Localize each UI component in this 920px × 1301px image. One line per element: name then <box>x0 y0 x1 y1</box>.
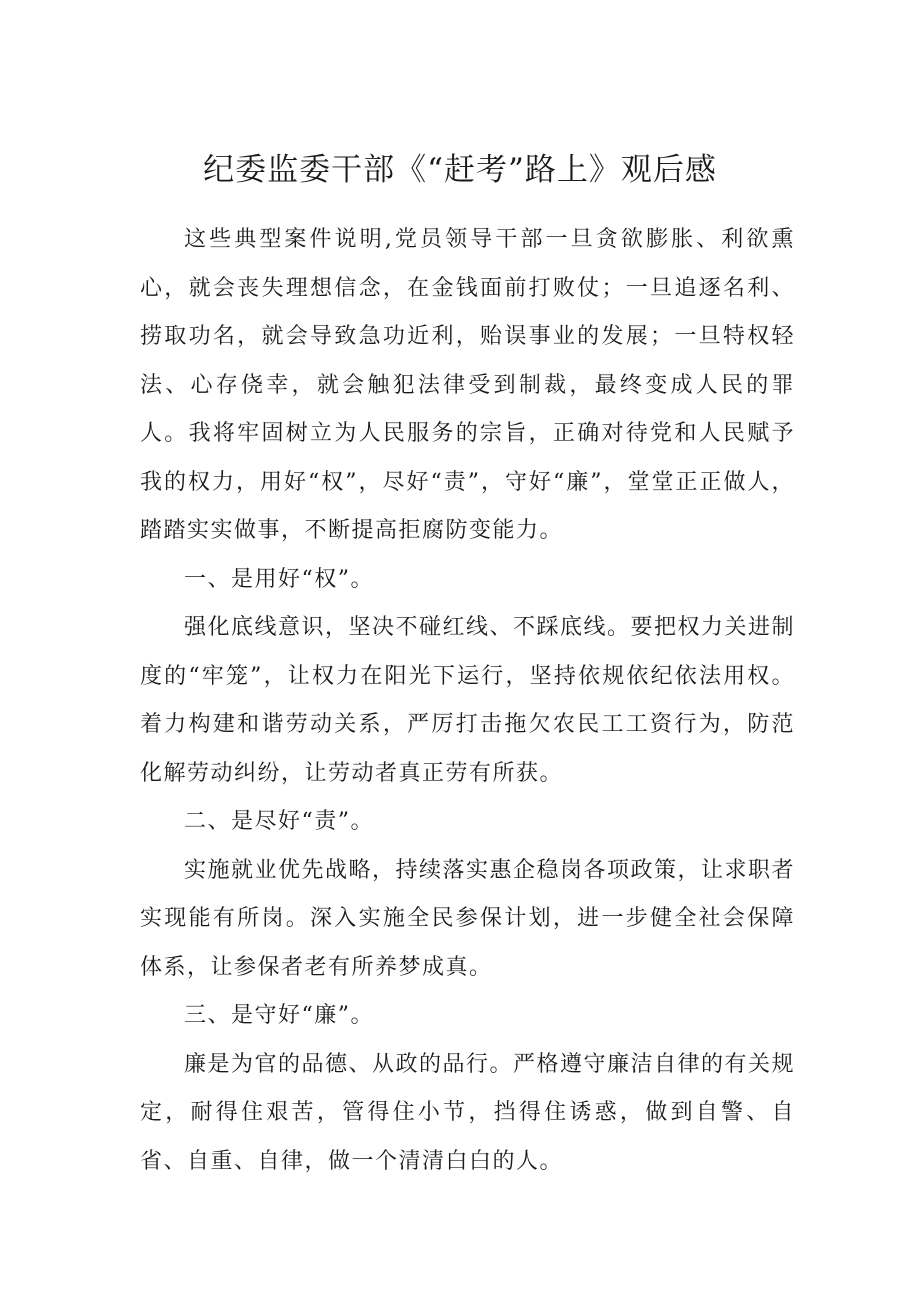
document-body <box>140 216 795 1186</box>
paragraph-use-power: 强化底线意识，坚决不碰红线、不踩底线。要把权力关进制度的“牢笼”，让权力在阳光下运行，坚持依规依纪依法用权。着力构建和谐劳动关系，严厉打击拖欠农民工工资行为，防范化解劳动纠纷，让劳动者真正劳有所获。 <box>140 615 796 786</box>
document-title: 纪委监委干部《“赶考”路上》观后感 <box>203 152 717 188</box>
paragraph-intro: 这些典型案件说明,党员领导干部一旦贪欲膨胀、利欲熏心，就会丧失理想信念，在金钱面前打败仗；一旦追逐名利、捞取功名，就会导致急功近利，贻误事业的发展；一旦特权轻法、心存侥幸，就会触犯法律受到制裁，最终变成人民的罪人。我将牢固树立为人民服务的宗旨，正确对待党和人民赋予我的权力，用好“权”，尽好“责”，守好“廉”，堂堂正正做人，踏踏实实做事，不断提高拒腐防变能力。 <box>140 227 795 543</box>
heading-fulfill-duty: 二、是尽好“责”。 <box>184 809 374 834</box>
heading-keep-integrity: 三、是守好“廉”。 <box>184 1003 374 1028</box>
paragraph-fulfill-duty: 实施就业优先战略，持续落实惠企稳岗各项政策，让求职者实现能有所岗。深入实施全民参保计划，进一步健全社会保障体系，让参保者老有所养梦成真。 <box>140 857 796 980</box>
paragraph-keep-integrity: 廉是为官的品德、从政的品行。严格遵守廉洁自律的有关规定，耐得住艰苦，管得住小节，挡得住诱惑，做到自警、自省、自重、自律，做一个清清白白的人。 <box>140 1051 796 1174</box>
heading-use-power: 一、是用好“权”。 <box>184 566 374 592</box>
